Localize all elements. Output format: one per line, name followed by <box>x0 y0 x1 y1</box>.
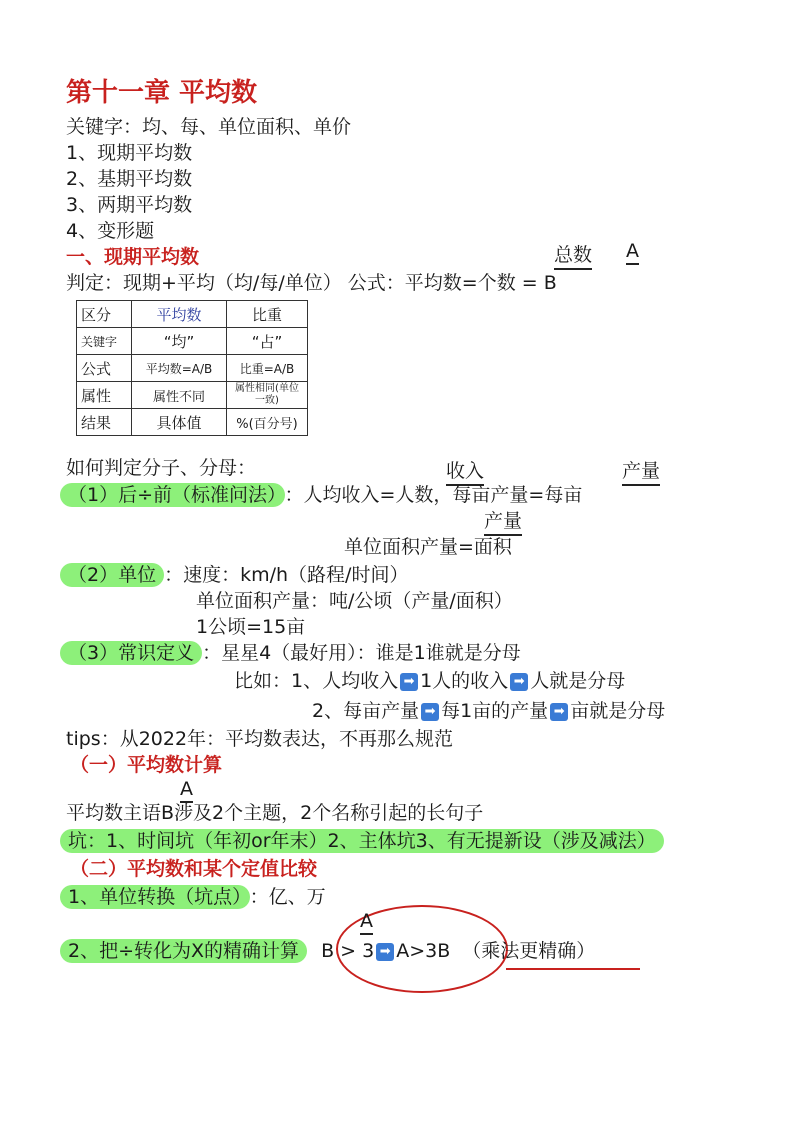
table-cell: 属性不同 <box>132 382 227 409</box>
subsection-heading: （一）平均数计算 <box>70 754 223 776</box>
example-1 <box>234 668 625 694</box>
overhead-a: A <box>180 778 193 803</box>
rule-3 <box>60 640 521 666</box>
pit-line <box>60 828 664 854</box>
conversion-line <box>60 884 326 910</box>
table-row <box>77 409 308 436</box>
keywords-line: 关键字：均、每、单位面积、单价 <box>66 116 352 138</box>
formula-numerator-a: A <box>626 240 639 265</box>
overhead-output: 产量 <box>622 456 660 486</box>
list-item: 4、变形题 <box>66 220 155 242</box>
sentence-line: 平均数主语B涉及2个主题，2个名称引起的长句子 <box>66 802 484 824</box>
arrow-right-icon: ➡ <box>510 673 528 691</box>
list-item: 3、两期平均数 <box>66 194 193 216</box>
precise-note: （乘法更精确） <box>462 940 596 962</box>
example-2 <box>312 698 665 724</box>
table-cell: %(百分号) <box>227 409 308 436</box>
precise-lhs: B > 3 <box>321 940 375 962</box>
precise-line <box>60 938 595 964</box>
formula-count: 个数 <box>477 272 516 294</box>
rule-3-text: ：星星4（最好用）：谁是1谁就是分母 <box>202 642 521 664</box>
table-cell: “均” <box>132 328 227 355</box>
page-title: 第十一章 平均数 <box>66 78 258 108</box>
pit-text: 坑：1、时间坑（年初or年末）2、主体坑3、有无提新设（涉及减法） <box>60 829 664 853</box>
table-cell: 公式 <box>77 355 132 382</box>
arrow-right-icon: ➡ <box>376 943 394 961</box>
formula-denominator-b: B <box>543 272 557 294</box>
tips-line: tips：从2022年：平均数表达，不再那么规范 <box>66 728 454 750</box>
comparison-table <box>76 300 308 436</box>
judge-line <box>66 270 557 296</box>
table-cell: 属性相同(单位一致) <box>227 382 308 409</box>
list-item: 2、基期平均数 <box>66 168 193 190</box>
example-2-post: 亩就是分母 <box>570 700 666 722</box>
precise-label: 2、把÷转化为X的精确计算 <box>60 939 307 963</box>
arrow-right-icon: ➡ <box>550 703 568 721</box>
rule-2-text-2: 单位面积产量：吨/公顷（产量/面积） <box>196 590 513 612</box>
subsection-heading: （二）平均数和某个定值比较 <box>70 858 318 880</box>
arrow-right-icon: ➡ <box>400 673 418 691</box>
table-cell: 具体值 <box>132 409 227 436</box>
example-2-mid: 每1亩的产量 <box>441 700 549 722</box>
conversion-label: 1、单位转换（坑点） <box>60 885 250 909</box>
table-cell: “占” <box>227 328 308 355</box>
overhead-income: 收入 <box>446 456 484 486</box>
table-cell: 属性 <box>77 382 132 409</box>
example-1-post: 人就是分母 <box>530 670 626 692</box>
rule-1-text: ：人均收入=人数，每亩产量=每亩 <box>284 484 583 506</box>
table-row <box>77 355 308 382</box>
table-row <box>77 328 308 355</box>
table-cell: 平均数=A/B <box>132 355 227 382</box>
table-cell: 关键字 <box>77 328 132 355</box>
section-heading: 一、现期平均数 <box>66 246 200 268</box>
precise-rhs: A>3B <box>396 940 451 962</box>
rule-1-label: （1）后÷前（标准问法） <box>60 483 285 507</box>
table-cell: 比重 <box>227 301 308 328</box>
rule-2-label: （2）单位 <box>60 563 164 587</box>
rule-3-label: （3）常识定义 <box>60 641 202 665</box>
rule-2 <box>60 562 408 588</box>
rule-1-text-2: 单位面积产量=面积 <box>344 536 512 558</box>
formula-numerator-label: 总数 <box>554 240 592 270</box>
example-1-mid: 1人的收入 <box>420 670 509 692</box>
red-underline <box>506 968 640 970</box>
list-item: 1、现期平均数 <box>66 142 193 164</box>
table-row <box>77 382 308 409</box>
how-title: 如何判定分子、分母： <box>66 457 257 479</box>
formula-equals: = <box>521 272 538 294</box>
rule-2-text-3: 1公顷=15亩 <box>196 616 306 638</box>
arrow-right-icon: ➡ <box>421 703 439 721</box>
judge-text: 判定：现期+平均（均/每/单位） 公式：平均数= <box>66 272 478 294</box>
table-cell: 比重=A/B <box>227 355 308 382</box>
table-cell: 平均数 <box>132 301 227 328</box>
overhead-output-2: 产量 <box>484 506 522 536</box>
table-row <box>77 301 308 328</box>
table-cell: 结果 <box>77 409 132 436</box>
rule-2-text: ：速度：km/h（路程/时间） <box>164 564 409 586</box>
example-2-pre: 2、每亩产量 <box>312 700 420 722</box>
overhead-a-2: A <box>360 910 373 935</box>
table-cell: 区分 <box>77 301 132 328</box>
conversion-text: ：亿、万 <box>249 886 326 908</box>
example-1-pre: 比如：1、人均收入 <box>234 670 399 692</box>
rule-1 <box>60 482 582 508</box>
